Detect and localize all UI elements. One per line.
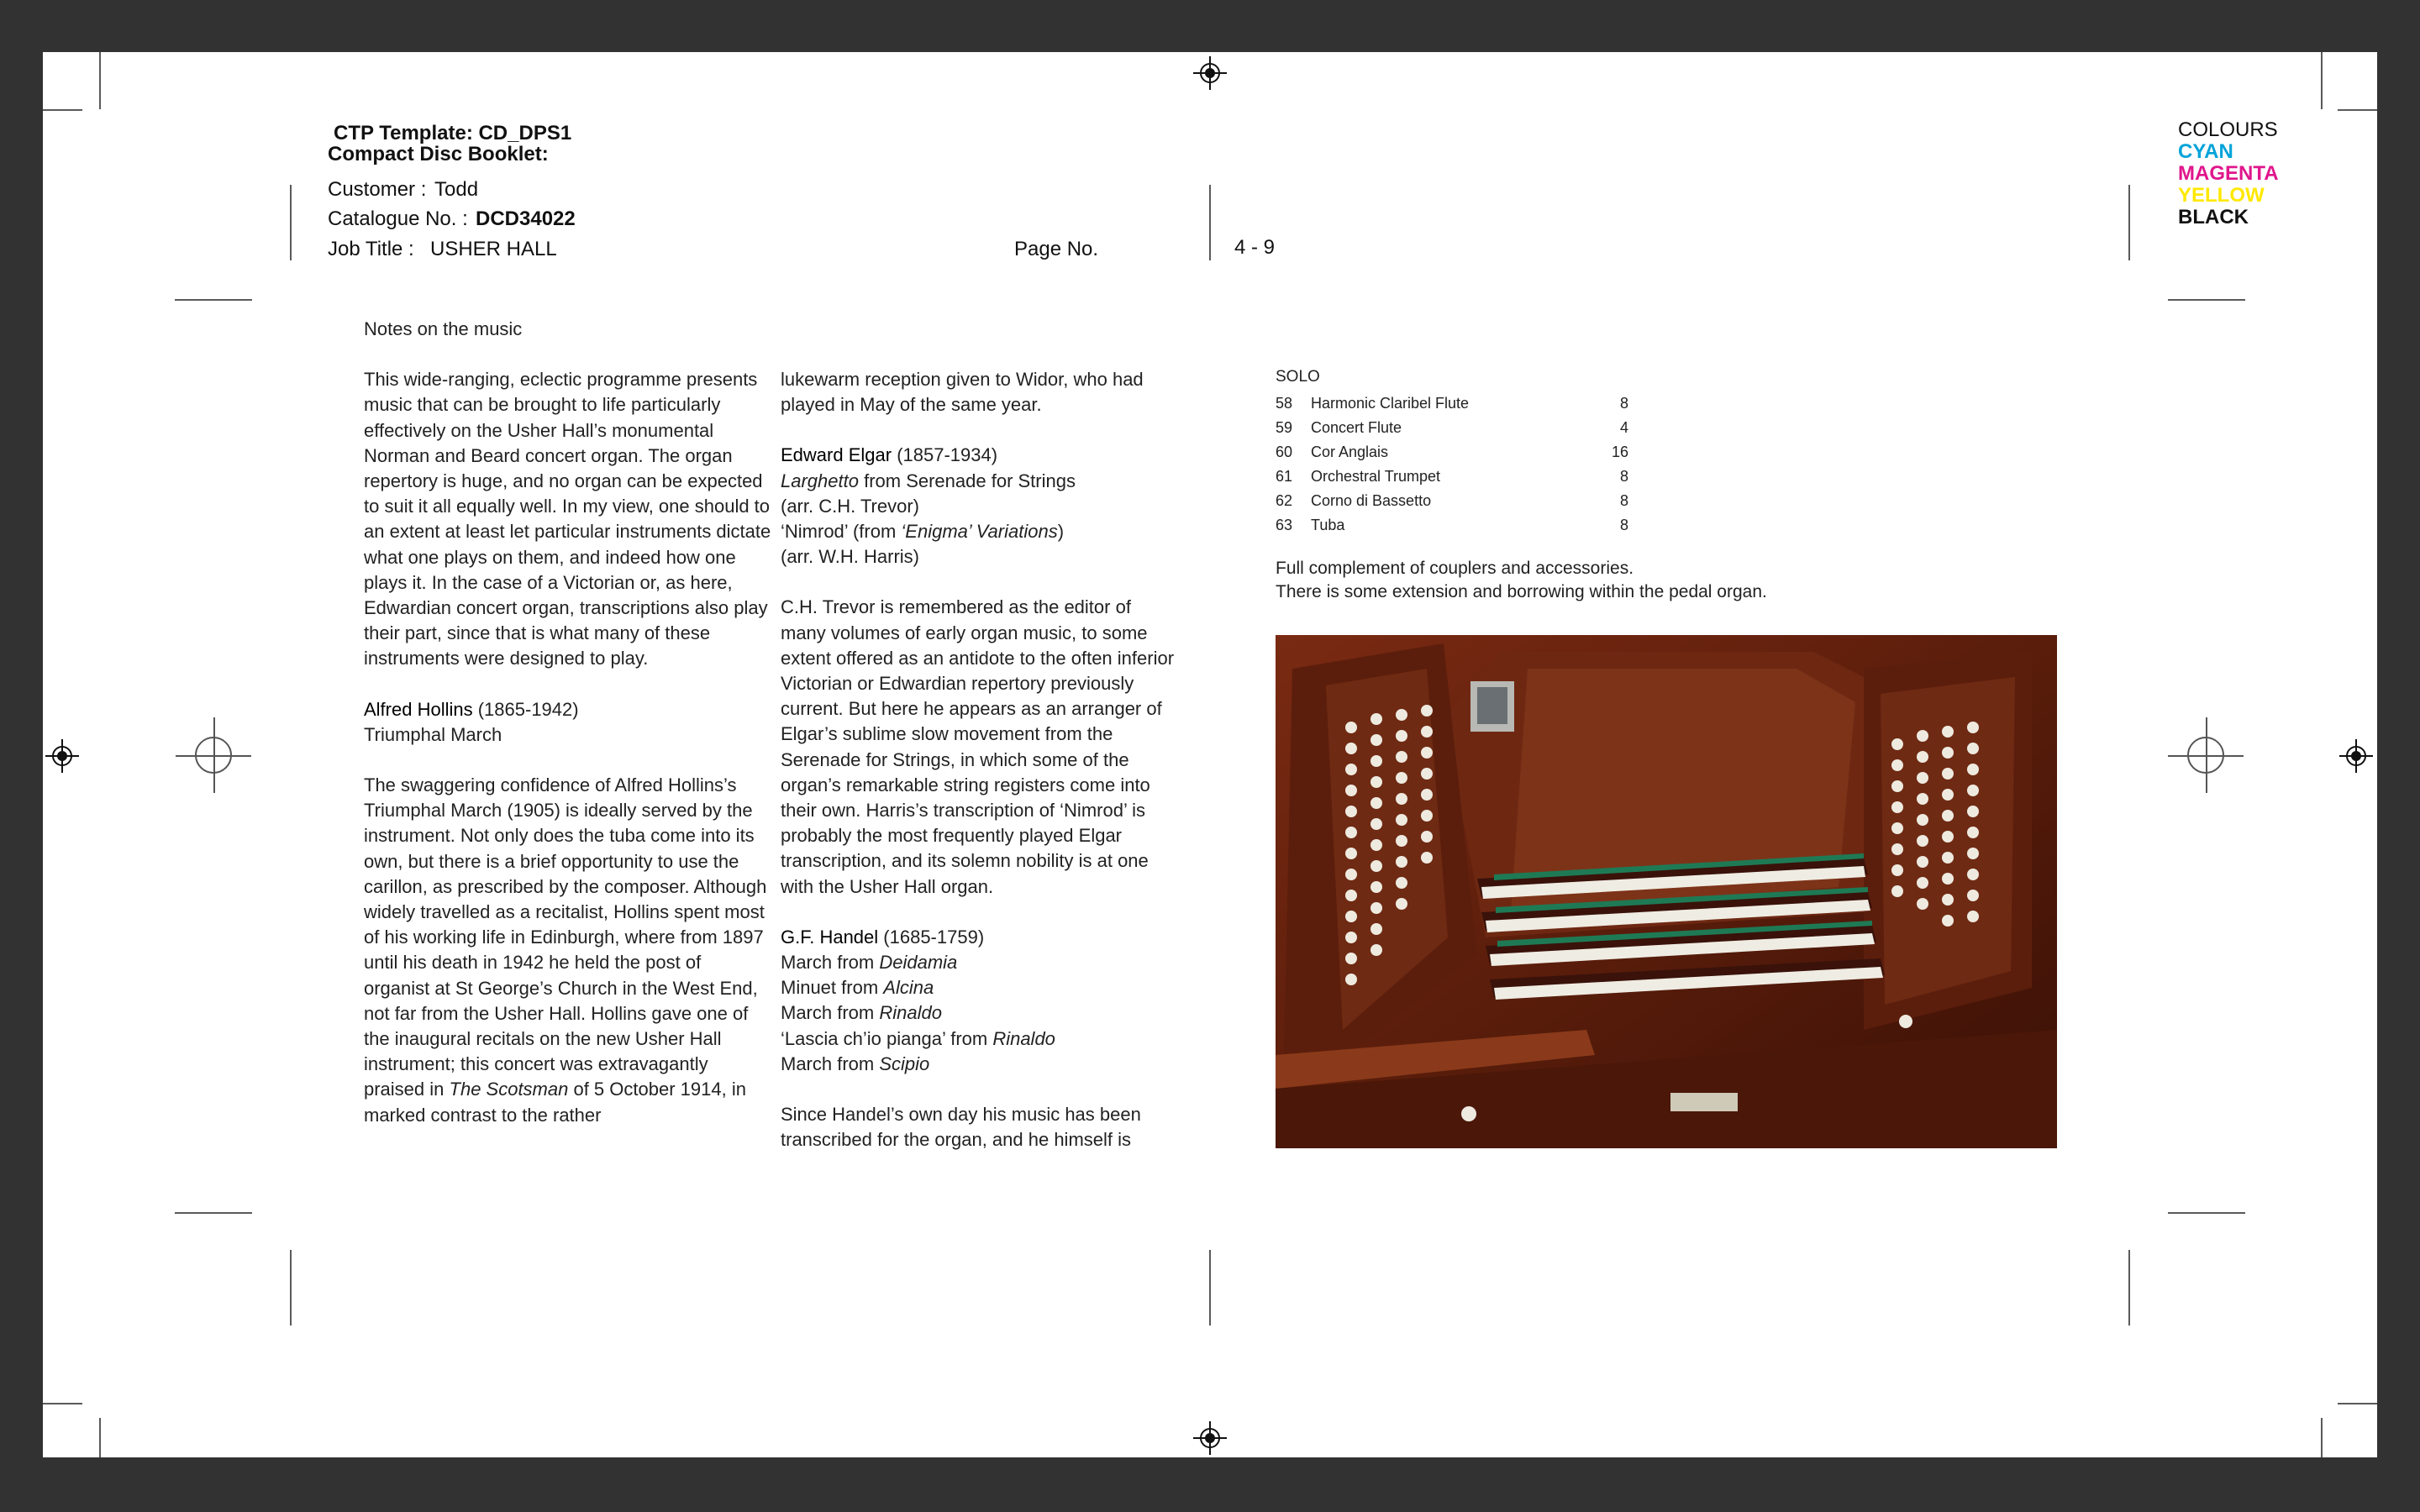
crop-mark — [2321, 1418, 2323, 1457]
elgar-work-1 — [781, 469, 1180, 494]
work-title-italic: Larghetto — [781, 470, 859, 491]
stop-number: 62 — [1276, 492, 1293, 509]
stop-number: 61 — [1276, 468, 1293, 485]
complement-line: Full complement of couplers and accessories. — [1276, 559, 1634, 578]
stop-row — [1276, 465, 1628, 489]
trim-mark — [1209, 1250, 1211, 1326]
handel-paragraph: Since Handel’s own day his music has been transcribed for the organ, and he himself is — [781, 1104, 1141, 1151]
handel-work — [781, 1026, 1180, 1052]
handel-work — [781, 1000, 1180, 1026]
stop-row — [1276, 513, 1628, 538]
stop-pitch: 8 — [1619, 492, 1628, 509]
colour-yellow: YELLOW — [2178, 184, 2265, 207]
stop-name: Concert Flute — [1311, 419, 1402, 436]
job-title-value: USHER HALL — [430, 238, 557, 260]
customer-value: Todd — [434, 178, 479, 201]
intro-paragraph: This wide-ranging, eclectic programme presents music that can be brought to life particularly effectively on the Usher Hall’s monumental Norman and Beard concert organ. The organ repertory is huge, and no organ can be expected to suit it all equally well. In my view, one should to an extent at least let particular instruments dictate what one plays on them, and indeed how one plays it. In the case of a Victorian or, as here, Edwardian concert organ, transcriptions also play their part, since that is what many of these instruments were designed to play. — [364, 369, 771, 669]
elgar-work-2 — [781, 519, 1180, 544]
stop-pitch: 8 — [1619, 468, 1628, 485]
trim-mark — [175, 299, 252, 301]
work-title-italic: Rinaldo — [879, 1002, 942, 1024]
trim-mark — [2128, 185, 2130, 260]
page-no-value: 4 - 9 — [1234, 236, 1276, 259]
crop-mark — [99, 52, 101, 109]
hollins-work: Triumphal March — [364, 723, 502, 745]
work-title-italic: Deidamia — [879, 952, 958, 974]
continued-paragraph: lukewarm reception given to Widor, who had played in May of the same year. — [781, 369, 1144, 416]
hollins-text-italic: The Scotsman — [449, 1079, 569, 1100]
composer-dates: (1865-1942) — [472, 698, 579, 720]
colour-cyan: CYAN — [2178, 140, 2233, 163]
notes-column-2 — [781, 367, 1180, 1152]
trim-mark — [290, 185, 292, 260]
stop-number: 58 — [1276, 395, 1293, 412]
registration-target-icon — [1193, 56, 1227, 90]
handel-work — [781, 950, 1180, 975]
crosshair-mark — [176, 717, 251, 793]
registration-target-icon — [45, 739, 79, 773]
notes-column-1 — [364, 317, 771, 1128]
stop-name: Harmonic Claribel Flute — [1311, 395, 1470, 412]
stop-name: Cor Anglais — [1311, 444, 1389, 460]
work-prefix: ‘Lascia ch’io pianga’ from — [781, 1027, 993, 1049]
trim-mark — [1209, 185, 1211, 260]
stop-pitch: 16 — [1611, 444, 1628, 460]
work-prefix: March from — [781, 1002, 880, 1024]
hollins-text-end: of 5 October 1914, in marked contrast to the rather — [364, 1079, 746, 1126]
customer-label: Customer : — [328, 178, 427, 201]
stop-row — [1276, 489, 1628, 513]
work-prefix: March from — [781, 1053, 880, 1074]
crosshair-mark — [2168, 717, 2244, 793]
notes-heading: Notes on the music — [364, 318, 523, 339]
composer-dates: (1685-1759) — [878, 926, 985, 948]
elgar-heading — [781, 443, 1180, 468]
stop-name: Tuba — [1311, 517, 1345, 533]
stop-row — [1276, 416, 1628, 440]
work-title: ‘Nimrod’ (from — [781, 521, 902, 543]
page-no-label: Page No. — [1014, 238, 1099, 260]
stop-number: 60 — [1276, 444, 1293, 460]
stop-pitch: 4 — [1619, 419, 1628, 436]
work-title-end: ) — [1057, 521, 1065, 543]
crop-mark — [43, 1403, 82, 1404]
booklet-label: Compact Disc Booklet: — [328, 143, 549, 165]
handel-work — [781, 1052, 1180, 1077]
stop-pitch: 8 — [1619, 395, 1628, 412]
stop-number: 63 — [1276, 517, 1293, 533]
crop-mark — [2321, 52, 2323, 109]
catalogue-label: Catalogue No. : — [328, 207, 468, 230]
handel-work — [781, 975, 1180, 1000]
hollins-text: The swaggering confidence of Alfred Hollins’s Triumphal March (1905) is ideally served by the instrument. Not only does the tuba come into its own, but there is a brief opportunity to use the carillon, as prescribed by the composer. Although widely travelled as a recitalist, Hollins spent most of his working life in Edinburgh, where from 1897 until his death in 1942 he held the post of organist at St George’s Church in the West End, not far from the Usher Hall. Hollins gave one of the inaugural recitals on the new Usher Hall instrument; this concert was extravagantly praised in — [364, 774, 767, 1100]
work-title: from Serenade for Strings — [858, 470, 1076, 491]
elgar-paragraph: C.H. Trevor is remembered as the editor of many volumes of early organ music, to some extent offered as an antidote to the often inferior Victorian or Edwardian repertory previously current. But here he appears as an arranger of Elgar’s sublime slow movement from the Serenade for Strings, in which some of the organ’s remarkable string registers come into their own. Harris’s transcription of ‘Nimrod’ is probably the most frequently played Elgar transcription, and its solemn nobility is at one with the Usher Hall organ. — [781, 596, 1175, 897]
complement-note — [1276, 557, 1767, 604]
colour-magenta: MAGENTA — [2178, 162, 2279, 185]
work-title-italic: ‘Enigma’ Variations — [901, 521, 1058, 543]
handel-heading — [781, 925, 1180, 950]
stop-name: Corno di Bassetto — [1311, 492, 1432, 509]
work-title-italic: Rinaldo — [992, 1027, 1055, 1049]
hollins-paragraph — [364, 773, 771, 1128]
registration-target-icon — [1193, 1421, 1227, 1455]
trim-mark — [175, 1212, 252, 1214]
registration-target-icon — [2339, 739, 2373, 773]
organ-console-photo — [1276, 635, 2057, 1148]
work-title-italic: Alcina — [883, 977, 934, 999]
stop-name: Orchestral Trumpet — [1311, 468, 1441, 485]
trim-mark — [290, 1250, 292, 1326]
solo-stop-list — [1276, 368, 1628, 538]
stop-row — [1276, 440, 1628, 465]
crop-mark — [99, 1418, 101, 1457]
stop-pitch: 8 — [1619, 517, 1628, 533]
ctp-template-label: CTP Template: CD_DPS1 — [334, 122, 572, 144]
elgar-work-1-arranger: (arr. C.H. Trevor) — [781, 495, 920, 517]
colours-title: COLOURS — [2178, 118, 2278, 141]
work-prefix: Minuet from — [781, 977, 884, 999]
colour-black: BLACK — [2178, 206, 2249, 228]
colours-legend — [2178, 119, 2279, 228]
crop-mark — [2338, 109, 2377, 111]
stop-number: 59 — [1276, 419, 1293, 436]
job-title-label: Job Title : — [328, 238, 414, 260]
trim-mark — [2168, 1212, 2245, 1214]
composer-name: Edward Elgar — [781, 444, 892, 466]
trim-mark — [2168, 299, 2245, 301]
elgar-work-2-arranger: (arr. W.H. Harris) — [781, 546, 919, 568]
composer-name: G.F. Handel — [781, 926, 879, 948]
stop-row — [1276, 391, 1628, 416]
hollins-heading — [364, 697, 771, 722]
solo-title: SOLO — [1276, 368, 1320, 386]
catalogue-value: DCD34022 — [476, 207, 576, 230]
work-title-italic: Scipio — [879, 1053, 930, 1074]
composer-name: Alfred Hollins — [364, 698, 473, 720]
crop-mark — [43, 109, 82, 111]
trim-mark — [2128, 1250, 2130, 1326]
complement-line: There is some extension and borrowing within the pedal organ. — [1276, 582, 1767, 601]
work-prefix: March from — [781, 952, 880, 974]
composer-dates: (1857-1934) — [892, 444, 998, 466]
crop-mark — [2338, 1403, 2377, 1404]
